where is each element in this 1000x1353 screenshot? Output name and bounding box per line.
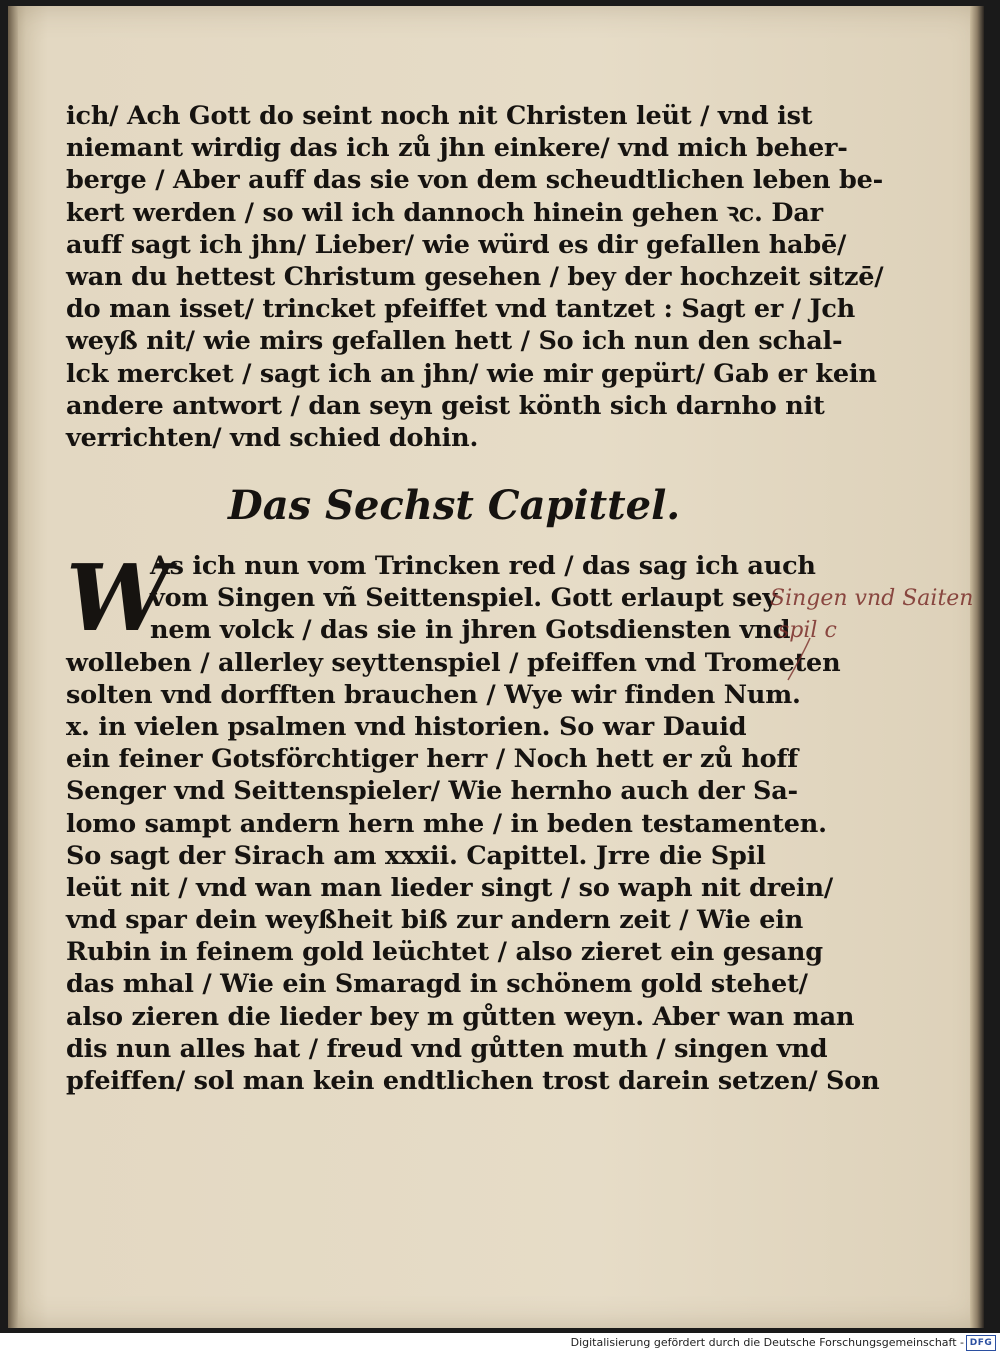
marginalia-stroke-icon <box>770 580 980 690</box>
text-line: As ich nun vom Trincken red / das sag ich auch <box>150 551 816 581</box>
marginalia-line: spil c <box>778 618 837 643</box>
text-line: solten vnd dorfften brauchen / Wye wir finden Num. <box>66 679 801 710</box>
paragraph-1 <box>66 100 884 454</box>
handwritten-marginalia <box>770 580 980 690</box>
text-line: Senger vnd Seittenspieler/ Wie hernho auch der Sa- <box>66 776 798 807</box>
text-line: wan du hettest Christum gesehen / bey der hochzeit sitzē/ <box>66 261 884 292</box>
text-line: dis nun alles hat / freud vnd gůtten muth / singen vnd <box>66 1033 828 1064</box>
text-line: lck mercket / sagt ich an jhn/ wie mir gepürt/ Gab er kein <box>66 358 877 389</box>
text-line: pfeiffen/ sol man kein endtlichen trost darein setzen/ Son <box>66 1066 880 1096</box>
page-gutter <box>8 6 18 1328</box>
marginalia-line: Singen vnd Saiten <box>770 586 974 611</box>
text-line: Rubin in feinem gold leüchtet / also zieret ein gesang <box>66 937 823 968</box>
text-line: berge / Aber auff das sie von dem scheudtlichen leben be- <box>66 165 884 196</box>
text-line: So sagt der Sirach am xxxii. Capittel. Jrre die Spil <box>66 840 766 871</box>
text-line: also zieren die lieder bey m gůtten weyn. Aber wan man <box>66 1001 855 1032</box>
text-line: wolleben / allerley seyttenspiel / pfeiffen vnd Trometen <box>66 647 841 678</box>
text-line: andere antwort / dan seyn geist könth sich darnho nit <box>66 390 825 421</box>
drop-cap-initial: W <box>66 544 170 652</box>
text-line: ich/ Ach Gott do seint noch nit Christen leüt / vnd ist <box>66 101 813 131</box>
chapter-heading: Das Sechst Capittel. <box>228 482 681 529</box>
text-line: leüt nit / vnd wan man lieder singt / so waph nit drein/ <box>66 872 833 903</box>
text-line: verrichten/ vnd schied dohin. <box>66 422 479 453</box>
text-line: kert werden / so wil ich dannoch hinein gehen ꝛc. Dar <box>66 197 823 228</box>
footer-credit: Digitalisierung gefördert durch die Deutsche Forschungsgemeinschaft - <box>570 1336 964 1349</box>
text-line: vnd spar dein weyßheit biß zur andern zeit / Wie ein <box>66 905 804 936</box>
dfg-logo-icon: DFG <box>966 1335 996 1351</box>
text-line: das mhal / Wie ein Smaragd in schönem gold stehet/ <box>66 969 808 1000</box>
text-line: weyß nit/ wie mirs gefallen hett / So ich nun den schal- <box>66 326 843 357</box>
text-line: niemant wirdig das ich zů jhn einkere/ vnd mich beher- <box>66 133 848 164</box>
digitization-footer <box>0 1333 1000 1353</box>
text-line: nem volck / das sie in jhren Gotsdiensten vnd <box>150 615 791 646</box>
text-line: auff sagt ich jhn/ Lieber/ wie würd es dir gefallen habē/ <box>66 229 847 260</box>
text-line: lomo sampt andern hern mhe / in beden testamenten. <box>66 808 827 839</box>
text-line: vom Singen vñ Seittenspiel. Gott erlaupt sey <box>150 583 777 614</box>
text-line: x. in vielen psalmen vnd historien. So war Dauid <box>66 711 747 742</box>
text-line: do man isset/ trincket pfeiffet vnd tantzet : Sagt er / Jch <box>66 294 856 325</box>
text-line: ein feiner Gotsförchtiger herr / Noch hett er zů hoff <box>66 744 799 775</box>
